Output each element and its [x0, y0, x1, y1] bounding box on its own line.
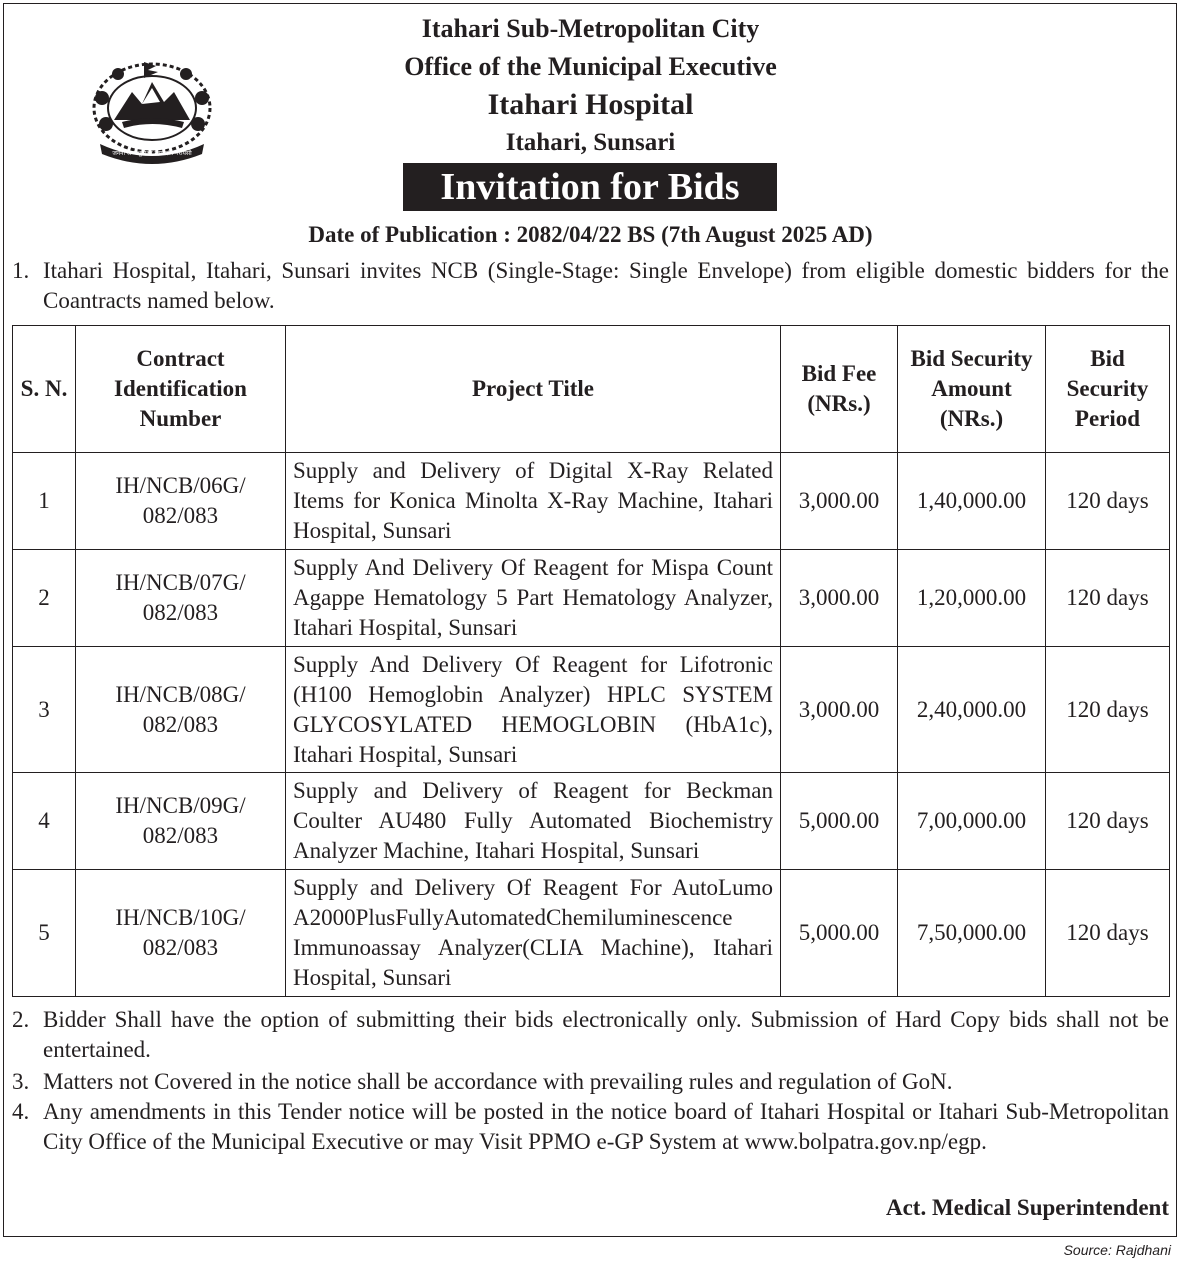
row-sn: 1 — [13, 453, 76, 550]
row-project-title: Supply and Delivery Of Reagent For AutoLumo A2000PlusFullyAutomatedChemiluminescence Immunoassay Analyzer(CLIA Machine), Itahari Hospital, Sunsari — [286, 870, 781, 997]
header-office: Office of the Municipal Executive — [404, 52, 777, 81]
row-project-title: Supply And Delivery Of Reagent for Mispa Count Agappe Hematology 5 Part Hematology Analyzer, Itahari Hospital, Sunsari — [286, 550, 781, 647]
table-row — [13, 870, 1170, 997]
row-sn: 2 — [13, 550, 76, 647]
row-bid-fee: 5,000.00 — [781, 773, 898, 870]
clause-3 — [12, 1067, 1169, 1097]
clause-1 — [12, 256, 1169, 316]
clause-text: Matters not Covered in the notice shall be accordance with prevailing rules and regulation of GoN. — [43, 1069, 953, 1094]
row-bid-security-period: 120 days — [1046, 550, 1170, 647]
clause-text: Any amendments in this Tender notice will be posted in the notice board of Itahari Hospital or Itahari Sub-Metropolitan City Office of the Municipal Executive or may Visit PPMO e-GP System at www.bolpatra.gov.np/egp. — [43, 1099, 1169, 1154]
header-bid-security-amount: Bid Security Amount (NRs.) — [898, 326, 1046, 453]
row-bid-security-period: 120 days — [1046, 773, 1170, 870]
row-bid-security-period: 120 days — [1046, 453, 1170, 550]
clause-number: 4. — [12, 1099, 30, 1124]
row-contract-id: IH/NCB/09G/ 082/083 — [76, 773, 286, 870]
clause-text: Itahari Hospital, Itahari, Sunsari invites NCB (Single-Stage: Single Envelope) from eligible domestic bidders for the Coantracts named below. — [43, 258, 1169, 313]
row-sn: 5 — [13, 870, 76, 997]
row-contract-id: IH/NCB/08G/ 082/083 — [76, 647, 286, 773]
header-project-title: Project Title — [286, 326, 781, 453]
table-row — [13, 647, 1170, 773]
header-contract-id: Contract Identification Number — [76, 326, 286, 453]
clause-number: 1. — [12, 258, 30, 283]
row-sn: 3 — [13, 647, 76, 773]
row-bid-security-amount: 2,40,000.00 — [898, 647, 1046, 773]
row-bid-security-period: 120 days — [1046, 647, 1170, 773]
row-bid-security-period: 120 days — [1046, 870, 1170, 997]
emblem-motto: जननी जन्मभूमिश्च स्वर्गादपि गरीयसी — [112, 150, 192, 157]
row-bid-security-amount: 1,40,000.00 — [898, 453, 1046, 550]
clause-number: 2. — [12, 1007, 30, 1032]
header-bid-security-period: Bid Security Period — [1046, 326, 1170, 453]
row-contract-id: IH/NCB/10G/ 082/083 — [76, 870, 286, 997]
row-contract-id: IH/NCB/06G/ 082/083 — [76, 453, 286, 550]
table-header-row — [13, 326, 1170, 453]
row-bid-security-amount: 7,00,000.00 — [898, 773, 1046, 870]
table-row — [13, 550, 1170, 647]
bids-table — [12, 325, 1170, 997]
row-bid-security-amount: 7,50,000.00 — [898, 870, 1046, 997]
header-sn: S. N. — [13, 326, 76, 453]
header-city: Itahari Sub-Metropolitan City — [421, 14, 760, 43]
row-bid-fee: 5,000.00 — [781, 870, 898, 997]
table-row — [13, 453, 1170, 550]
signature: Act. Medical Superintendent — [885, 1195, 1169, 1220]
row-contract-id: IH/NCB/07G/ 082/083 — [76, 550, 286, 647]
row-bid-fee: 3,000.00 — [781, 647, 898, 773]
clause-text: Bidder Shall have the option of submitting their bids electronically only. Submission of Hard Copy bids shall not be entertained. — [43, 1007, 1169, 1062]
row-project-title: Supply and Delivery of Digital X-Ray Related Items for Konica Minolta X-Ray Machine, Itahari Hospital, Sunsari — [286, 453, 781, 550]
header-location: Itahari, Sunsari — [505, 129, 676, 156]
row-bid-security-amount: 1,20,000.00 — [898, 550, 1046, 647]
source-credit: Source: Rajdhani — [1063, 1242, 1171, 1258]
notice-title: Invitation for Bids — [403, 163, 777, 211]
row-bid-fee: 3,000.00 — [781, 453, 898, 550]
table-row — [13, 773, 1170, 870]
clause-number: 3. — [12, 1069, 30, 1094]
header-bid-fee: Bid Fee (NRs.) — [781, 326, 898, 453]
row-project-title: Supply And Delivery Of Reagent for Lifotronic (H100 Hemoglobin Analyzer) HPLC SYSTEM GLYCOSYLATED HEMOGLOBIN (HbA1c), Itahari Hospital, Sunsari — [286, 647, 781, 773]
row-project-title: Supply and Delivery of Reagent for Beckman Coulter AU480 Fully Automated Biochemistry Analyzer Machine, Itahari Hospital, Sunsari — [286, 773, 781, 870]
row-bid-fee: 3,000.00 — [781, 550, 898, 647]
clause-4 — [12, 1097, 1169, 1157]
header-hospital: Itahari Hospital — [487, 88, 694, 121]
publication-date: Date of Publication : 2082/04/22 BS (7th August 2025 AD) — [308, 222, 873, 247]
clause-2 — [12, 1005, 1169, 1065]
row-sn: 4 — [13, 773, 76, 870]
